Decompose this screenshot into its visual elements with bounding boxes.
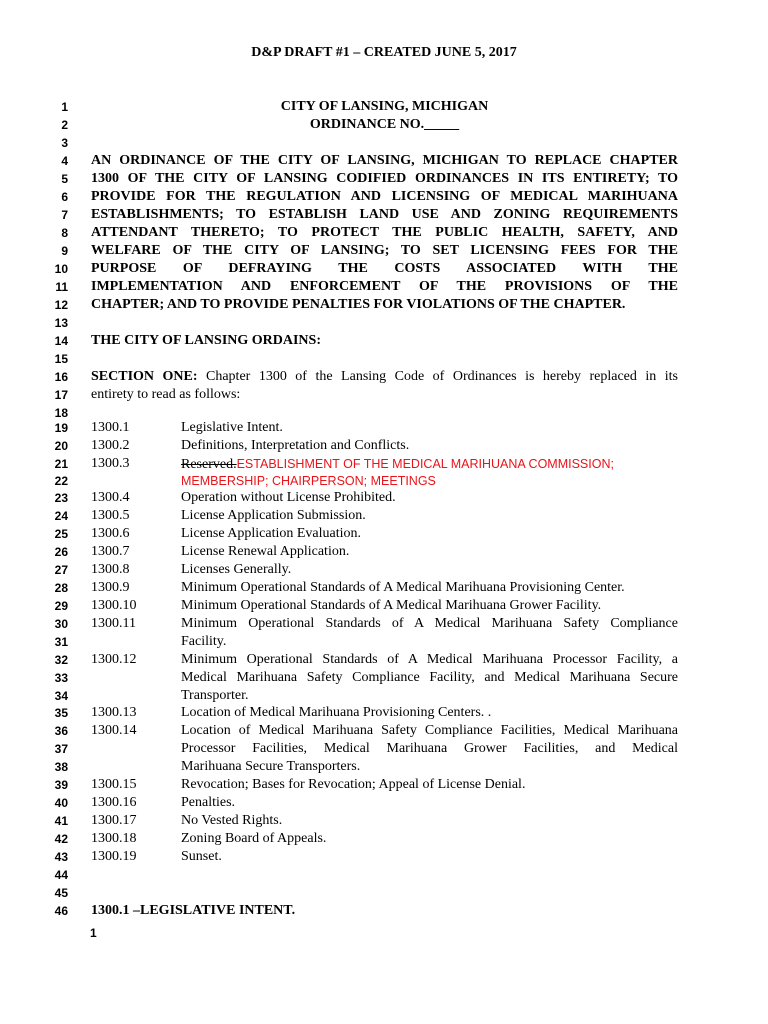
line-number: 35: [54, 706, 68, 720]
line-number: 18: [54, 406, 68, 420]
doc-line: [0, 170, 768, 188]
preamble-line: AN ORDINANCE OF THE CITY OF LANSING, MICHIGAN TO REPLACE CHAPTER: [91, 153, 678, 168]
toc-section-number: 1300.15: [91, 777, 137, 792]
line-number: 36: [54, 724, 68, 738]
section-one-text: [91, 368, 678, 386]
line-number: 33: [54, 671, 68, 685]
toc-section-number: 1300.8: [91, 562, 130, 577]
doc-line: [0, 134, 768, 152]
line-number: 11: [55, 280, 68, 294]
preamble-line: ATTENDANT THERETO; TO PROTECT THE PUBLIC HEALTH, SAFETY, AND: [91, 225, 678, 240]
toc-section-title: Minimum Operational Standards of A Medical Marihuana Safety Compliance: [181, 616, 678, 631]
preamble-line: ESTABLISHMENTS; TO ESTABLISH LAND USE AND ZONING REQUIREMENTS: [91, 207, 678, 222]
line-number: 38: [54, 760, 68, 774]
line-number: 5: [61, 172, 68, 186]
toc-section-title: Location of Medical Marihuana Safety Compliance Facilities, Medical Marihuana: [181, 723, 678, 738]
line-number: 20: [54, 439, 68, 453]
toc-section-number: 1300.13: [91, 705, 137, 720]
line-number: 23: [54, 491, 68, 505]
toc-row: [0, 455, 768, 473]
doc-line: [0, 260, 768, 278]
toc-row: [0, 561, 768, 579]
toc-row: [0, 633, 768, 651]
toc-section-title: Licenses Generally.: [181, 562, 292, 577]
toc-row: [0, 597, 768, 615]
line-number: 34: [54, 689, 68, 703]
doc-line: [0, 386, 768, 404]
doc-line: [0, 884, 768, 902]
line-number: 16: [54, 370, 68, 384]
city-title: CITY OF LANSING, MICHIGAN: [280, 99, 489, 114]
doc-line: [0, 866, 768, 884]
inserted-text: ESTABLISHMENT OF THE MEDICAL MARIHUANA COMMISSION;: [236, 457, 614, 471]
section-one-label: SECTION ONE:: [91, 369, 198, 384]
inserted-text: MEMBERSHIP; CHAIRPERSON; MEETINGS: [181, 474, 436, 488]
line-number: 42: [54, 832, 68, 846]
toc-row: [0, 543, 768, 561]
toc-section-title: Facility.: [181, 634, 227, 649]
toc-section-title: Operation without License Prohibited.: [181, 490, 396, 505]
line-number: 10: [54, 262, 68, 276]
toc-section-title: License Renewal Application.: [181, 544, 350, 559]
line-number: 37: [54, 742, 68, 756]
preamble-line: 1300 OF THE CITY OF LANSING CODIFIED ORDINANCES IN ITS ENTIRETY; TO: [91, 171, 678, 186]
toc-section-number: 1300.5: [91, 508, 130, 523]
toc-row: [0, 758, 768, 776]
doc-line: [0, 224, 768, 242]
line-number: 25: [54, 527, 68, 541]
toc-row: [0, 489, 768, 507]
toc-row: [0, 525, 768, 543]
toc-section-title: Minimum Operational Standards of A Medical Marihuana Provisioning Center.: [181, 580, 625, 595]
preamble-line: PURPOSE OF DEFRAYING THE COSTS ASSOCIATED WITH THE: [91, 261, 678, 276]
toc-section-number: 1300.12: [91, 652, 137, 667]
toc-row: [0, 615, 768, 633]
doc-line: [0, 116, 768, 134]
line-number: 28: [54, 581, 68, 595]
toc-row: [0, 472, 768, 490]
toc-section-number: 1300.19: [91, 849, 137, 864]
toc-section-number: 1300.7: [91, 544, 130, 559]
line-number: 6: [61, 190, 68, 204]
toc-section-title: Transporter.: [181, 688, 249, 703]
doc-line: [0, 152, 768, 170]
preamble-line: CHAPTER; AND TO PROVIDE PENALTIES FOR VIOLATIONS OF THE CHAPTER.: [91, 297, 626, 312]
toc-section-title: Sunset.: [181, 849, 222, 864]
ordinance-number: ORDINANCE NO._____: [309, 117, 460, 132]
toc-section-title: Zoning Board of Appeals.: [181, 831, 327, 846]
toc-section-number: 1300.3: [91, 456, 130, 471]
line-number: 7: [61, 208, 68, 222]
toc-section-number: 1300.18: [91, 831, 137, 846]
line-number: 14: [54, 334, 68, 348]
doc-line: [0, 242, 768, 260]
toc-row: [0, 812, 768, 830]
section-one-line1: Chapter 1300 of the Lansing Code of Ordinances is hereby replaced in its: [197, 369, 678, 384]
line-number: 41: [54, 814, 68, 828]
toc-section-title: License Application Evaluation.: [181, 526, 362, 541]
toc-section-title: License Application Submission.: [181, 508, 366, 523]
line-number: 21: [54, 457, 68, 471]
toc-section-number: 1300.17: [91, 813, 137, 828]
line-number: 17: [54, 388, 68, 402]
struck-text: Reserved.: [181, 457, 237, 472]
doc-line: [0, 314, 768, 332]
line-number: 3: [61, 136, 68, 150]
line-number: 39: [54, 778, 68, 792]
line-number: 32: [54, 653, 68, 667]
line-number: 26: [54, 545, 68, 559]
line-number: 45: [54, 886, 68, 900]
toc-section-number: 1300.2: [91, 438, 130, 453]
toc-row: [0, 776, 768, 794]
toc-section-number: 1300.9: [91, 580, 130, 595]
doc-line: [0, 98, 768, 116]
line-number: 4: [61, 154, 68, 168]
preamble-line: PROVIDE FOR THE REGULATION AND LICENSING OF MEDICAL MARIHUANA: [91, 189, 678, 204]
toc-section-number: 1300.4: [91, 490, 130, 505]
doc-line: [0, 206, 768, 224]
toc-section-number: 1300.14: [91, 723, 137, 738]
ordains-heading: THE CITY OF LANSING ORDAINS:: [91, 333, 321, 348]
line-number: 8: [61, 226, 68, 240]
doc-line: [0, 332, 768, 350]
toc-section-title: Processor Facilities, Medical Marihuana Grower Facilities, and Medical: [181, 741, 678, 756]
doc-line: [0, 278, 768, 296]
toc-section-title: Legislative Intent.: [181, 420, 283, 435]
toc-row: [0, 704, 768, 722]
line-number: 29: [54, 599, 68, 613]
toc-row: [0, 722, 768, 740]
toc-row: [0, 579, 768, 597]
line-number: 1: [61, 100, 68, 114]
toc-section-title: Minimum Operational Standards of A Medical Marihuana Grower Facility.: [181, 598, 602, 613]
toc-row: [0, 669, 768, 687]
line-number: 44: [54, 868, 68, 882]
toc-section-number: 1300.16: [91, 795, 137, 810]
toc-section-title: Minimum Operational Standards of A Medical Marihuana Processor Facility, a: [181, 652, 678, 667]
line-number: 13: [54, 316, 68, 330]
toc-row: [0, 507, 768, 525]
toc-section-title: Location of Medical Marihuana Provisioning Centers. .: [181, 705, 492, 720]
doc-line: [0, 368, 768, 386]
toc-section-number: 1300.1: [91, 420, 130, 435]
doc-line: [0, 350, 768, 368]
line-number: 46: [54, 904, 68, 918]
toc-section-title: Definitions, Interpretation and Conflicts.: [181, 438, 410, 453]
line-number: 31: [54, 635, 68, 649]
toc-section-number: 1300.6: [91, 526, 130, 541]
preamble-line: IMPLEMENTATION AND ENFORCEMENT OF THE PROVISIONS OF THE: [91, 279, 678, 294]
toc-row: [0, 687, 768, 705]
section-one-line2: entirety to read as follows:: [91, 387, 241, 402]
preamble-line: WELFARE OF THE CITY OF LANSING; TO SET LICENSING FEES FOR THE: [91, 243, 678, 258]
toc-section-title: Marihuana Secure Transporters.: [181, 759, 361, 774]
line-number: 12: [54, 298, 68, 312]
toc-section-number: 1300.11: [91, 616, 136, 631]
line-number: 9: [61, 244, 68, 258]
toc-section-title: No Vested Rights.: [181, 813, 283, 828]
toc-row: [0, 651, 768, 669]
page-number: 1: [90, 926, 97, 940]
line-number: 27: [54, 563, 68, 577]
line-number: 19: [54, 421, 68, 435]
toc-row: [0, 794, 768, 812]
doc-line: [0, 296, 768, 314]
line-number: 15: [54, 352, 68, 366]
toc-row: [0, 419, 768, 437]
line-number: 24: [54, 509, 68, 523]
toc-section-title: Medical Marihuana Safety Compliance Facility, and Medical Marihuana Secure: [181, 670, 678, 685]
toc-row: [0, 830, 768, 848]
toc-row: [0, 437, 768, 455]
doc-line: [0, 902, 768, 920]
line-number: 30: [54, 617, 68, 631]
toc-section-title: Revocation; Bases for Revocation; Appeal of License Denial.: [181, 777, 526, 792]
draft-header: D&P DRAFT #1 – CREATED JUNE 5, 2017: [251, 45, 517, 60]
toc-row: [0, 740, 768, 758]
line-number: 43: [54, 850, 68, 864]
toc-section-number: 1300.10: [91, 598, 137, 613]
line-number: 22: [54, 474, 68, 488]
toc-section-title: Penalties.: [181, 795, 236, 810]
doc-line: [0, 188, 768, 206]
section-heading: 1300.1 –LEGISLATIVE INTENT.: [91, 903, 296, 918]
toc-row: [0, 848, 768, 866]
line-number: 2: [61, 118, 68, 132]
line-number: 40: [54, 796, 68, 810]
